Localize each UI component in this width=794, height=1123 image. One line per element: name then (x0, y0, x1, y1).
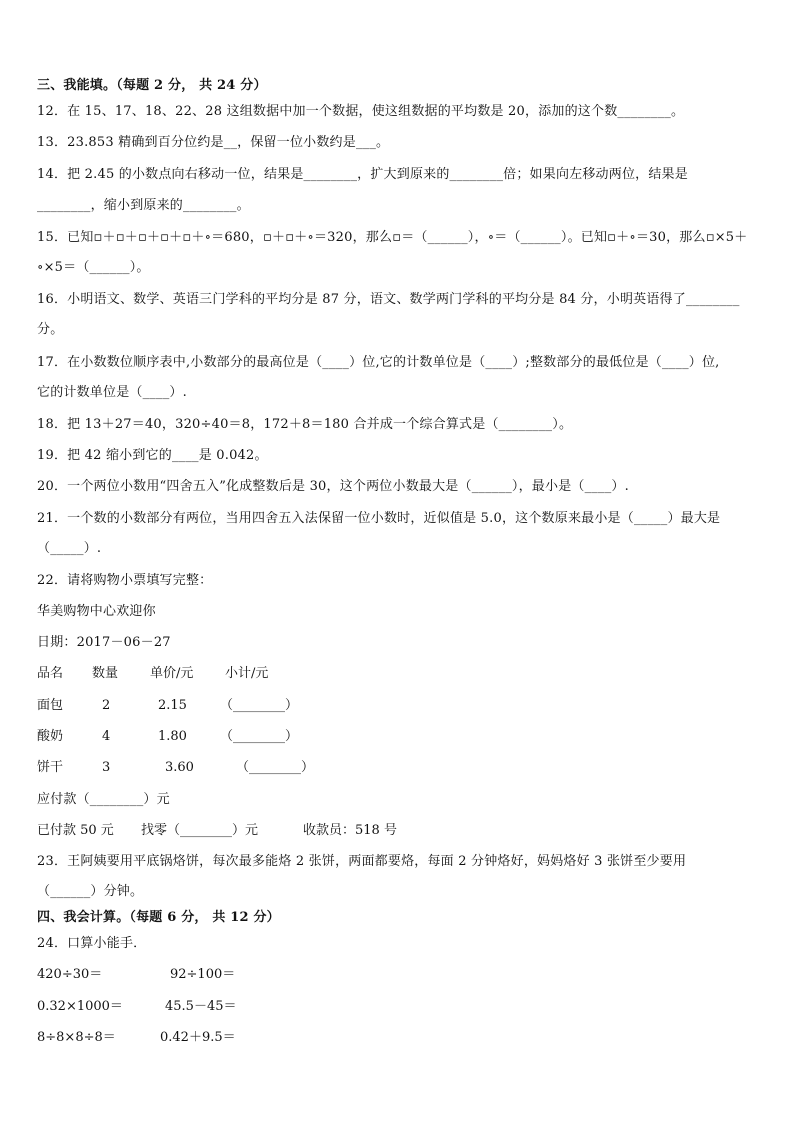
item-subtotal-blank: （________） (220, 729, 299, 744)
question-15-line-2: ∘×5＝（______）。 (37, 260, 150, 275)
question-21-line-2: （_____）. (37, 541, 102, 556)
calc-expression: 420÷30＝ (37, 967, 103, 982)
header-quantity: 数量 (92, 666, 119, 681)
receipt-date: 日期：2017－06－27 (37, 635, 171, 650)
question-13: 13．23.853 精确到百分位约是__，保留一位小数约是___。 (37, 135, 390, 150)
item-quantity: 2 (102, 698, 111, 713)
receipt-store-name: 华美购物中心欢迎你 (37, 604, 156, 619)
calc-expression: 8÷8×8÷8＝ (37, 1030, 116, 1045)
section-4-title: 四、我会计算。（每题 6 分， 共 12 分） (37, 910, 280, 925)
question-23-line-1: 23．王阿姨要用平底锅烙饼，每次最多能烙 2 张饼，两面都要烙，每面 2 分钟烙好，妈妈烙好 3 张饼至少要用 (37, 854, 687, 869)
item-subtotal-blank: （________） (236, 760, 315, 775)
question-23-line-2: （______）分钟。 (37, 884, 144, 899)
question-16-line-2: 分。 (37, 322, 64, 337)
header-subtotal: 小计/元 (225, 666, 269, 681)
question-18: 18．把 13＋27＝40，320÷40＝8，172＋8＝180 合并成一个综合算式是（________）。 (37, 417, 573, 432)
header-unit-price: 单价/元 (150, 666, 194, 681)
question-17-line-1: 17．在小数数位顺序表中,小数部分的最高位是（____）位,它的计数单位是（____）;整数部分的最低位是（____）位, (37, 355, 720, 370)
calc-expression: 45.5－45＝ (165, 999, 237, 1014)
question-16-line-1: 16．小明语文、数学、英语三门学科的平均分是 87 分，语文、数学两门学科的平均分是 84 分，小明英语得了________ (37, 292, 740, 307)
item-unit-price: 1.80 (158, 729, 187, 744)
item-quantity: 4 (102, 729, 111, 744)
question-20: 20．一个两位小数用“四舍五入”化成整数后是 30，这个两位小数最大是（______），最小是（____）. (37, 479, 629, 494)
item-unit-price: 2.15 (158, 698, 187, 713)
question-14-line-2: ________，缩小到原来的________。 (37, 198, 250, 213)
receipt-amount-paid: 已付款 50 元 (37, 823, 114, 838)
calc-expression: 0.42＋9.5＝ (160, 1030, 236, 1045)
item-subtotal-blank: （________） (220, 698, 299, 713)
question-15-line-1: 15．已知▫＋▫＋▫＋▫＋▫＋∘＝680，▫＋▫＋∘＝320，那么▫＝（______），∘＝（______）。已知▫＋∘＝30，那么▫×5＋ (37, 230, 748, 245)
item-name: 饼干 (37, 760, 64, 775)
question-19: 19．把 42 缩小到它的____是 0.042。 (37, 448, 268, 463)
question-17-line-2: 它的计数单位是（____）. (37, 385, 187, 400)
receipt-amount-due: 应付款（________）元 (37, 792, 170, 807)
calc-expression: 92÷100＝ (170, 967, 236, 982)
question-12: 12．在 15、17、18、22、28 这组数据中加一个数据，使这组数据的平均数是 20，添加的这个数________。 (37, 104, 685, 119)
question-24: 24．口算小能手． (37, 936, 147, 951)
question-22: 22．请将购物小票填写完整： (37, 573, 213, 588)
section-3-title: 三、我能填。（每题 2 分， 共 24 分） (37, 78, 267, 93)
item-name: 面包 (37, 698, 64, 713)
receipt-cashier: 收款员：518 号 (303, 823, 397, 838)
receipt-change: 找零（________）元 (141, 823, 259, 838)
header-item-name: 品名 (37, 666, 64, 681)
item-unit-price: 3.60 (165, 760, 194, 775)
item-name: 酸奶 (37, 729, 64, 744)
item-quantity: 3 (102, 760, 111, 775)
question-14-line-1: 14．把 2.45 的小数点向右移动一位，结果是________，扩大到原来的________倍；如果向左移动两位，结果是 (37, 167, 688, 182)
calc-expression: 0.32×1000＝ (37, 999, 123, 1014)
question-21-line-1: 21．一个数的小数部分有两位，当用四舍五入法保留一位小数时，近似值是 5.0，这个数原来最小是（_____）最大是 (37, 511, 721, 526)
